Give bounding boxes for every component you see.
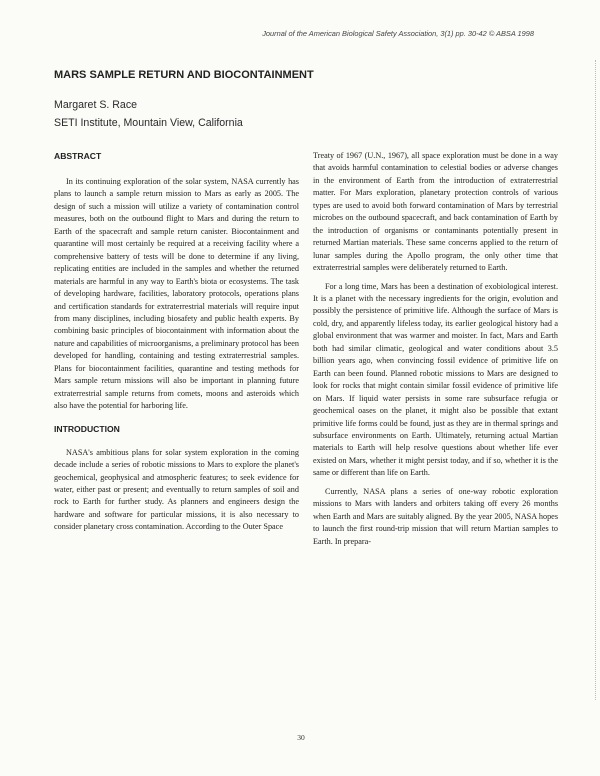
- introduction-heading: INTRODUCTION: [54, 423, 120, 434]
- intro-paragraph-2: For a long time, Mars has been a destination of exobiological interest. It is a planet with the necessary ingredients for the origin, evolution and possibly the persistence of primitive life. Although the surface of Mars is cold, dry, and apparently lifeless today, its earlier geological history had a global environment that was warmer and moister. In fact, Mars and Earth both had similar climatic, geological and water conditions about 3.5 billion years ago, when convincing fossil evidence of primitive life on Earth can been found. Planned robotic missions to Mars are designed to look for rocks that might contain similar fossil evidence of primitive life on Mars. If liquid water persists in some rare subsurface refugia or geochemical oases on the planet, it might also be possible that extant primitive life forms could be found, just as they are in thermal springs and subsurface environments on Earth. Ultimately, returning actual Martian materials to Earth will help resolve questions about whether life ever existed on Mars, whether it might persist today, and if so, whether it is the same or different than life on Earth.: [313, 281, 558, 478]
- abstract-text: In its continuing exploration of the solar system, NASA currently has plans to launch a sample return mission to Mars as early as 2005. The design of such a mission will utilize a variety of contamination control measures, both on the outbound flight to Mars and during the return to Earth of the spacecraft and sample return canister. Biocontainment and quarantine will most certainly be required at a receiving facility where a comprehensive battery of tests will be done to determine if any living, replicating entities are included in the samples and whether the returned materials are harmful in any way to Earth's biota or ecosystems. The task of developing hardware, facilities, laboratory protocols, operations plans and certification standards for extraterrestrial materials will require input from many disciplines, including biosafety and public health experts. By combining basic principles of biocontainment with information about the nature and capabilities of microorganisms, a preliminary protocol has been developed for handling, containing and testing extraterrestrial samples. Plans for biocontainment facilities, quarantine and testing methods for Mars sample return missions will also be important in planning future extraterrestrial sample returns from comets, moons and asteroids which also have the potential for harboring life.: [54, 177, 299, 411]
- left-column: [54, 150, 299, 534]
- intro-paragraph-3: Currently, NASA plans a series of one-way robotic exploration missions to Mars with landers and orbiters taking off every 26 months when Earth and Mars are suitably aligned. By the year 2005, NASA hopes to launch the first round-trip mission that will return Martian samples to Earth. In prepara-: [313, 486, 558, 546]
- scan-edge-marks: [592, 60, 596, 700]
- journal-header: Journal of the American Biological Safety Association, 3(1) pp. 30-42 © ABSA 1998: [262, 29, 534, 38]
- author-name: Margaret S. Race: [54, 99, 138, 111]
- abstract-heading: ABSTRACT: [54, 151, 102, 161]
- author-affiliation: SETI Institute, Mountain View, California: [54, 117, 243, 129]
- intro-paragraph-1-continued: Treaty of 1967 (U.N., 1967), all space exploration must be done in a way that avoids harmful contamination to celestial bodies or adverse changes in the environment of Earth from the introduction of extraterrestrial matter. For Mars exploration, planetary protection controls of various types are used to avoid both forward contamination of Mars by terrestrial microbes on the outbound spacecraft, and back contamination of Earth by the introduction of organisms or contaminants potentially present in returned Martian materials. These same concerns applied to the return of lunar samples during the Apollo program, the only other time that extraterrestrial samples were deliberately returned to Earth.: [313, 151, 558, 273]
- article-title: MARS SAMPLE RETURN AND BIOCONTAINMENT: [54, 69, 314, 81]
- right-column: [313, 150, 558, 548]
- intro-paragraph-1: NASA's ambitious plans for solar system exploration in the coming decade include a series of robotic missions to Mars to explore the planet's geochemical, geophysical and atmospheric features; to seek evidence for water, either past or present; and eventually to return samples of soil and rock to Earth for further study. As planners and engineers design the hardware and software for particular missions, it is also necessary to consider planetary cross contamination. According to the Outer Space: [54, 447, 299, 532]
- page-number: 30: [297, 733, 305, 742]
